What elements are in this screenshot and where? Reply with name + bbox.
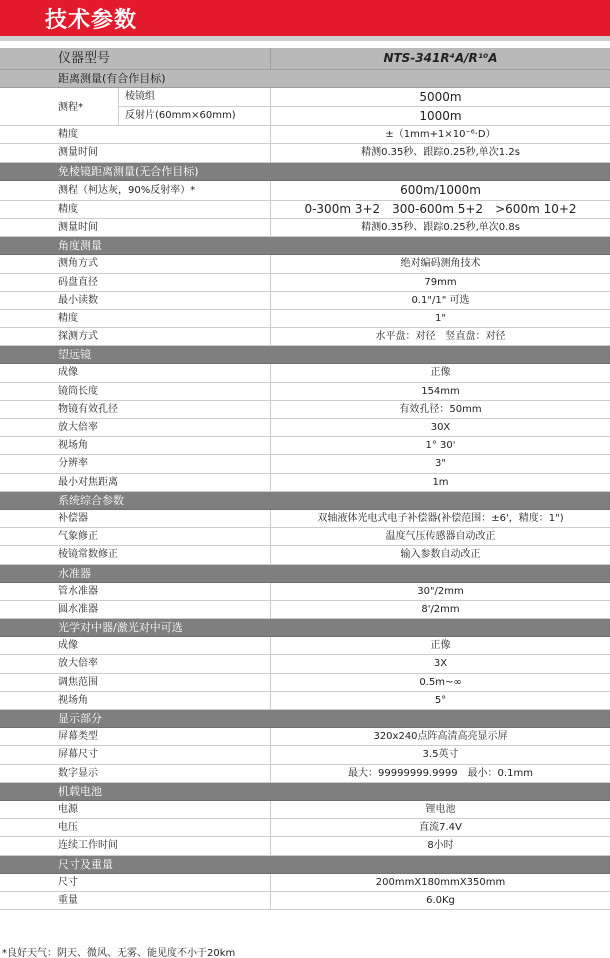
spec-value: 水平盘：对径 竖直盘：对径 — [270, 328, 610, 345]
spec-value: 温度气压传感器自动改正 — [270, 528, 610, 545]
spec-value: 3.5英寸 — [270, 746, 610, 763]
section-title: 角度测量 — [58, 239, 102, 253]
spec-label: 测量时间 — [58, 147, 98, 159]
spec-label: 探测方式 — [58, 331, 98, 343]
prism-label: 棱镜组 — [118, 88, 270, 107]
spec-value: 有效孔径：50mm — [270, 401, 610, 418]
spec-value: 30X — [270, 419, 610, 436]
spec-label: 物镜有效孔径 — [58, 403, 118, 415]
footnote: *良好天气：阴天、微风、无雾、能见度不小于20km — [2, 948, 236, 958]
spec-label: 数字显示 — [58, 767, 98, 779]
spec-value: 3X — [270, 655, 610, 672]
section-telescope — [0, 346, 610, 364]
spec-label: 调焦范围 — [58, 676, 98, 688]
spec-label: 重量 — [58, 894, 78, 906]
spec-label: 测程（柯达灰，90%反射率）* — [58, 184, 196, 196]
spec-value: 正像 — [270, 364, 610, 381]
spec-label: 成像 — [58, 367, 78, 379]
section-title: 距离测量(有合作目标) — [58, 72, 166, 85]
range-label: 测程* — [58, 102, 83, 114]
spec-row — [0, 655, 610, 673]
spec-row — [0, 892, 610, 910]
spec-value: 直流7.4V — [270, 819, 610, 836]
section-title: 尺寸及重量 — [58, 857, 113, 871]
spec-row — [0, 801, 610, 819]
spec-label: 补偿器 — [58, 512, 88, 524]
spec-value: 1m — [270, 474, 610, 491]
spec-label: 成像 — [58, 640, 78, 652]
section-angle — [0, 237, 610, 255]
spec-row — [0, 219, 610, 237]
spec-row — [0, 144, 610, 162]
spec-label: 电源 — [58, 803, 78, 815]
spec-value: 1° 30' — [270, 437, 610, 454]
distance-range-group — [0, 88, 610, 126]
spec-row — [0, 474, 610, 492]
spec-row — [0, 201, 610, 219]
spec-value: 79mm — [270, 274, 610, 291]
spec-row — [0, 310, 610, 328]
spec-row — [0, 765, 610, 783]
spec-label: 精度 — [58, 203, 78, 215]
section-distance — [0, 70, 610, 88]
spec-value: 5° — [270, 692, 610, 709]
spec-label: 测量时间 — [58, 221, 98, 233]
spec-value: 绝对编码测角技术 — [270, 255, 610, 272]
spec-row — [0, 455, 610, 473]
spec-value: 1" — [270, 310, 610, 327]
header-banner — [0, 0, 610, 36]
spec-value: 200mmX180mmX350mm — [270, 874, 610, 891]
spec-row — [0, 383, 610, 401]
section-dimensions — [0, 856, 610, 874]
spec-value: 输入参数自动改正 — [270, 546, 610, 563]
spec-value: 30"/2mm — [270, 583, 610, 600]
spec-row — [0, 126, 610, 144]
spec-row — [0, 437, 610, 455]
spec-row — [0, 746, 610, 764]
spec-label: 分辨率 — [58, 458, 88, 470]
spec-row — [0, 510, 610, 528]
spec-value: 0-300m 3+2 300-600m 5+2 >600m 10+2 — [270, 201, 610, 218]
spec-label: 屏幕尺寸 — [58, 749, 98, 761]
spec-row — [0, 674, 610, 692]
spec-label: 放大倍率 — [58, 422, 98, 433]
section-system — [0, 492, 610, 510]
spec-value: 正像 — [270, 637, 610, 654]
spec-label: 精度 — [58, 129, 78, 141]
spec-row — [0, 419, 610, 437]
spec-row — [0, 583, 610, 601]
spec-label: 精度 — [58, 312, 78, 324]
spec-label: 圆水准器 — [58, 603, 98, 615]
spec-label: 视场角 — [58, 440, 88, 452]
section-reflectorless — [0, 163, 610, 181]
spec-row — [0, 292, 610, 310]
header-divider — [0, 36, 610, 41]
spec-row — [0, 364, 610, 382]
spec-label: 尺寸 — [58, 876, 78, 888]
spec-value: 600m/1000m — [270, 181, 610, 200]
spec-value: 0.5m~∞ — [270, 674, 610, 691]
section-title: 水准器 — [58, 566, 91, 580]
spec-value: ±（1mm+1×10⁻⁶·D） — [270, 126, 610, 143]
spec-value: 精测0.35秒、跟踪0.25秒,单次0.8s — [270, 219, 610, 236]
spec-row — [0, 874, 610, 892]
spec-value: 3" — [270, 455, 610, 472]
model-value: NTS-341R⁴A/R¹⁰A — [270, 48, 610, 69]
page-title: 技术参数 — [45, 8, 138, 33]
spec-label: 最小读数 — [58, 294, 98, 306]
spec-value: 6.0Kg — [270, 892, 610, 909]
spec-row — [0, 728, 610, 746]
spec-row — [0, 601, 610, 619]
section-title: 机载电池 — [58, 784, 102, 798]
section-title: 光学对中器/激光对中可选 — [58, 621, 183, 635]
spec-row — [0, 255, 610, 273]
section-display — [0, 710, 610, 728]
spec-value: 锂电池 — [270, 801, 610, 818]
spec-label: 管水准器 — [58, 585, 98, 597]
spec-label: 最小对焦距离 — [58, 476, 118, 488]
model-label: 仪器型号 — [58, 51, 111, 66]
spec-value: 154mm — [270, 383, 610, 400]
spec-value: 0.1"/1" 可选 — [270, 292, 610, 309]
model-row — [0, 48, 610, 70]
section-title: 望远镜 — [58, 348, 91, 362]
spec-label: 棱镜常数修正 — [58, 549, 118, 561]
spec-label: 电压 — [58, 822, 78, 834]
spec-value: 8'/2mm — [270, 601, 610, 618]
spec-value: 320x240点阵高清高亮显示屏 — [270, 728, 610, 745]
spec-row — [0, 274, 610, 292]
spec-label: 连续工作时间 — [58, 840, 118, 852]
spec-value: 精测0.35秒、跟踪0.25秒,单次1.2s — [270, 144, 610, 161]
spec-value: 最大：99999999.9999 最小：0.1mm — [270, 765, 610, 782]
spec-row — [0, 401, 610, 419]
spec-value: 双轴液体光电式电子补偿器(补偿范围：±6'，精度：1") — [270, 510, 610, 527]
spec-row — [0, 637, 610, 655]
spec-label: 放大倍率 — [58, 658, 98, 670]
spec-row — [0, 528, 610, 546]
spec-label: 视场角 — [58, 694, 88, 706]
spec-label: 气象修正 — [58, 531, 98, 543]
sheet-value: 1000m — [270, 107, 610, 126]
spec-label: 测角方式 — [58, 258, 98, 270]
spec-row — [0, 546, 610, 564]
spec-row — [0, 328, 610, 346]
section-level — [0, 565, 610, 583]
section-plummet — [0, 619, 610, 637]
spec-row — [0, 181, 610, 201]
sheet-label: 反射片(60mm×60mm) — [118, 107, 270, 126]
spec-value: 8小时 — [270, 837, 610, 854]
spec-row — [0, 692, 610, 710]
spec-label: 屏幕类型 — [58, 731, 98, 743]
prism-value: 5000m — [270, 88, 610, 107]
spec-table — [0, 48, 610, 910]
spec-label: 码盘直径 — [58, 276, 98, 288]
spec-row — [0, 837, 610, 855]
spec-row — [0, 819, 610, 837]
section-title: 显示部分 — [58, 712, 102, 725]
spec-label: 镜筒长度 — [58, 385, 98, 397]
section-battery — [0, 783, 610, 801]
section-title: 系统综合参数 — [58, 493, 124, 507]
section-title: 免棱镜距离测量(无合作目标) — [58, 164, 199, 178]
